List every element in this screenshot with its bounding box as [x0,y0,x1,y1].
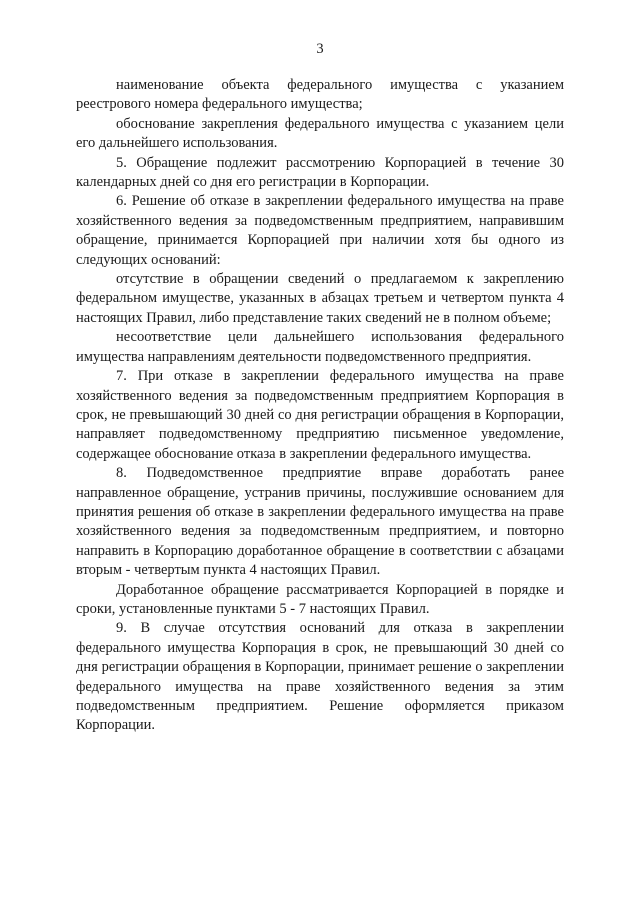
document-body [76,76,564,736]
paragraph-justification: обоснование закрепления федерального имущества с указанием цели его дальнейшего использования. [76,115,564,152]
paragraph-clause-7: 7. При отказе в закреплении федерального имущества на праве хозяйственного ведения за подведомственным предприятием Корпорация в срок, не превышающий 30 дней со дня регистрации обращения в Корпорации, направляет подведомственному предприятию письменное уведомление, содержащее обоснование отказа в закреплении федерального имущества. [76,368,564,462]
paragraph-clause-8-revised: Доработанное обращение рассматривается Корпорацией в порядке и сроки, установленные пунктами 5 - 7 настоящих Правил. [76,581,564,617]
paragraph-clause-6: 6. Решение об отказе в закреплении федерального имущества на праве хозяйственного ведения за подведомственным предприятием, направившим обращение, принимается Корпорацией при наличии хотя бы одного из следующих оснований: [76,193,564,268]
paragraph-clause-5: 5. Обращение подлежит рассмотрению Корпорацией в течение 30 календарных дней со дня его регистрации в Корпорации. [76,154,564,191]
paragraph-clause-6-ground-2: несоответствие цели дальнейшего использования федерального имущества направлениям деятельности подведомственного предприятия. [76,329,564,365]
page-number: 3 [316,41,324,57]
paragraph-object-name: наименование объекта федерального имущества с указанием реестрового номера федерального имущества; [76,77,564,113]
paragraph-clause-6-ground-1: отсутствие в обращении сведений о предлагаемом к закреплению федеральном имуществе, указанных в абзацах третьем и четвертом пункта 4 настоящих Правил, либо представление таких сведений не в полном объеме; [76,271,564,326]
paragraph-clause-8: 8. Подведомственное предприятие вправе доработать ранее направленное обращение, устранив причины, послужившие основанием для принятия решения об отказе в закреплении федерального имущества на праве хозяйственного ведения за подведомственным предприятием, и повторно направить в Корпорацию доработанное обращение в соответствии с абзацами вторым - четвертым пункта 4 настоящих Правил. [76,465,564,579]
paragraph-clause-9: 9. В случае отсутствия оснований для отказа в закреплении федерального имущества Корпорация в срок, не превышающий 30 дней со дня регистрации обращения в Корпорации, принимает решение о закреплении федерального имущества на праве хозяйственного ведения за этим подведомственным предприятием. Решение оформляется приказом Корпорации. [76,620,564,734]
